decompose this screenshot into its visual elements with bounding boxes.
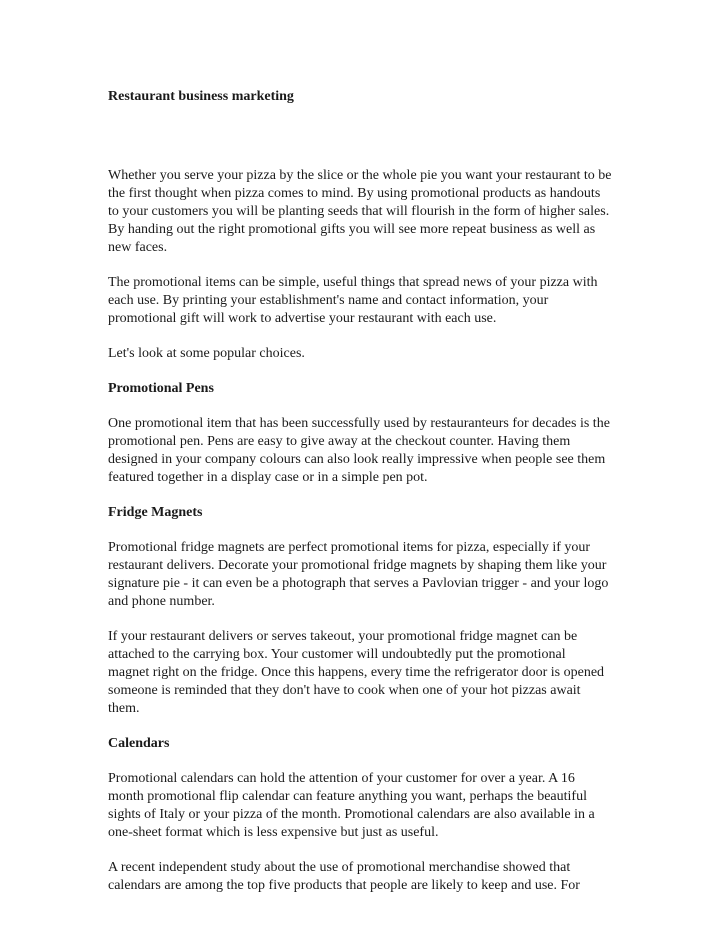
text-line: featured together in a display case or in a simple pen pot. — [108, 470, 428, 485]
text-line: month promotional flip calendar can feature anything you want, perhaps the beautiful — [108, 789, 587, 804]
text-line: the first thought when pizza comes to mind. By using promotional products as handouts — [108, 186, 601, 201]
text-line: Promotional fridge magnets are perfect promotional items for pizza, especially if your — [108, 540, 591, 555]
magnets-paragraph-2 — [108, 628, 628, 718]
text-line: to your customers you will be planting seeds that will flourish in the form of higher sales. — [108, 204, 610, 219]
text-line: one-sheet format which is less expensive but just as useful. — [108, 825, 439, 840]
text-line: new faces. — [108, 240, 168, 255]
text-line: magnet right on the fridge. Once this happens, every time the refrigerator door is opened — [108, 665, 605, 680]
document-title: Restaurant business marketing — [108, 89, 294, 104]
pens-paragraph — [108, 415, 628, 487]
text-line: designed in your company colours can also look really impressive when people see them — [108, 452, 606, 467]
magnets-paragraph-1 — [108, 539, 628, 611]
text-line: signature pie - it can even be a photograph that serves a Pavlovian trigger - and your logo — [108, 576, 609, 591]
text-line: By handing out the right promotional gifts you will see more repeat business as well as — [108, 222, 596, 237]
text-line: restaurant delivers. Decorate your promotional fridge magnets by shaping them like your — [108, 558, 607, 573]
text-line: promotional gift will work to advertise your restaurant with each use. — [108, 311, 497, 326]
magnets-heading: Fridge Magnets — [108, 505, 203, 520]
calendars-paragraph-2 — [108, 859, 628, 895]
calendars-paragraph-1 — [108, 770, 628, 842]
choices-paragraph — [108, 345, 628, 363]
promotional-items-paragraph — [108, 274, 628, 328]
document-body — [108, 167, 628, 912]
text-line: If your restaurant delivers or serves takeout, your promotional fridge magnet can be — [108, 629, 578, 644]
text-line: them. — [108, 701, 140, 716]
text-line: calendars are among the top five products that people are likely to keep and use. For — [108, 878, 580, 893]
text-line: The promotional items can be simple, useful things that spread news of your pizza with — [108, 275, 598, 290]
text-line: promotional pen. Pens are easy to give away at the checkout counter. Having them — [108, 434, 571, 449]
text-line: A recent independent study about the use of promotional merchandise showed that — [108, 860, 571, 875]
pens-heading: Promotional Pens — [108, 381, 214, 396]
text-line: sights of Italy or your pizza of the month. Promotional calendars are also available in a — [108, 807, 595, 822]
text-line: attached to the carrying box. Your customer will undoubtedly put the promotional — [108, 647, 566, 662]
text-line: Whether you serve your pizza by the slice or the whole pie you want your restaurant to be — [108, 168, 612, 183]
intro-paragraph — [108, 167, 628, 257]
calendars-heading: Calendars — [108, 736, 170, 751]
text-line: and phone number. — [108, 594, 215, 609]
text-line: One promotional item that has been successfully used by restauranteurs for decades is the — [108, 416, 610, 431]
text-line: someone is reminded that they don't have to cook when one of your hot pizzas await — [108, 683, 581, 698]
text-line: Promotional calendars can hold the attention of your customer for over a year. A 16 — [108, 771, 575, 786]
text-line: each use. By printing your establishment's name and contact information, your — [108, 293, 549, 308]
text-line: Let's look at some popular choices. — [108, 346, 305, 361]
